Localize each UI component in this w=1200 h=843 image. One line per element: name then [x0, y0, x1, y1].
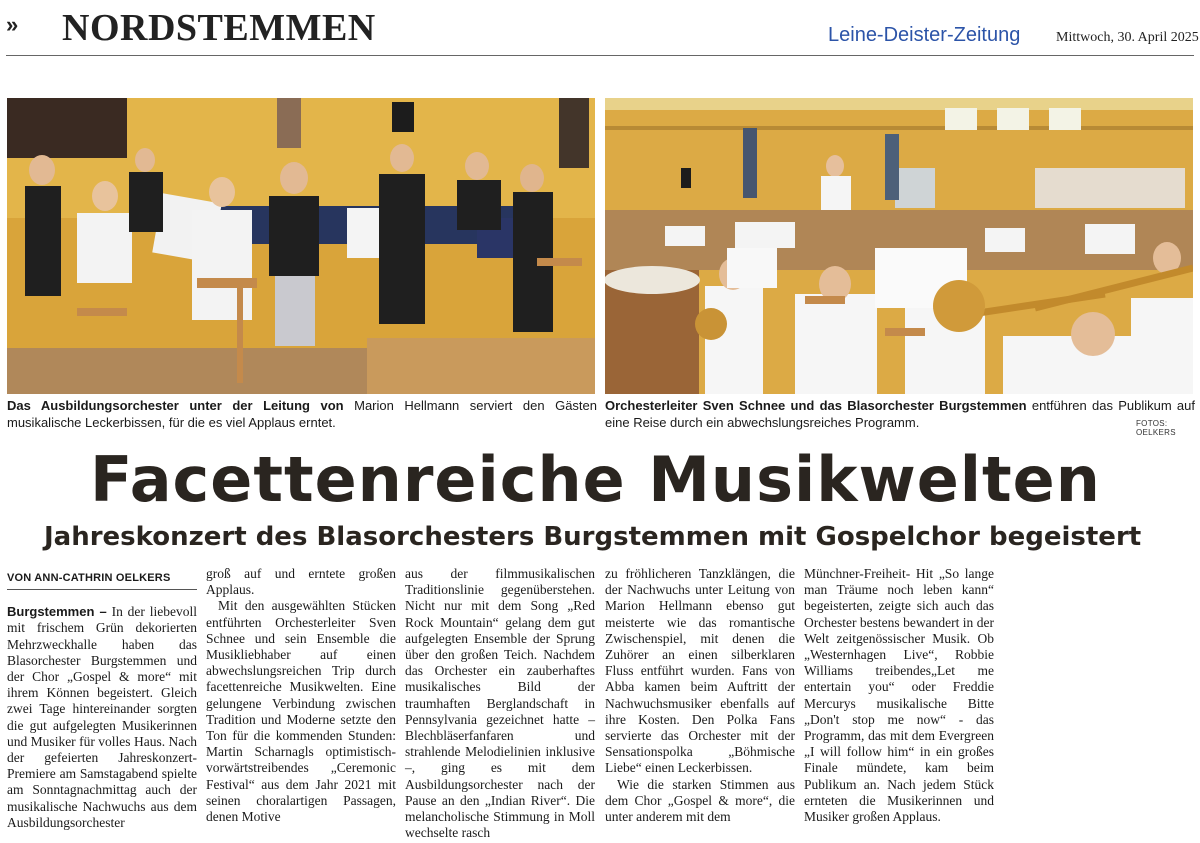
caption-left-text: Marion Hellmann serviert den Gästen musikalische Leckerbissen, für die es viel Applaus erntet.: [7, 398, 598, 430]
column-3-paragraph-1: aus der filmmusikalischen Traditionslinie gegenüberstehen. Nicht nur mit dem Song „Red Rock Mountain“ gelang dem gut aufgelegten Ensemble der Sprung über den großen Teich. Nachdem das Orchester ein zauberhaftes musikalisches Bild der traumhaften Berglandschaft in Pennsylvania gezeichnet hatte – Blechbläserfanfaren und strahlende Melodielinien inklusive –, ging es mit dem Ausbildungsorchester nach der Pause an den „Indian River“. Die melancholische Stimmung in Moll wechselte rasch: [405, 566, 595, 841]
section-marker: »: [6, 12, 19, 37]
column-2-paragraph-2: Mit den ausgewählten Stücken entführten Orchesterleiter Sven Schnee und sein Ensemble die Musikliebhaber auf einen abwechslungsreichen Trip durch facettenreiche Musikwelten. Eine gelungene Verbindung zwischen Tradition und Moderne setzte den Ton für die kommenden Stunden: Martin Scharnagls optimistisch-vorwärtstreibendes „Ceremonic Festival“ aus dem Jahr 2021 mit seinen choralartigen Passagen, denen Motive: [206, 598, 396, 825]
article-column-5: [804, 566, 994, 825]
photo-caption-left: [7, 397, 597, 431]
article-column-4: [605, 566, 795, 825]
photo-wind-orchestra: [605, 98, 1193, 394]
photo-training-orchestra: [7, 98, 595, 394]
newspaper-name: Leine-Deister-Zeitung: [828, 24, 1021, 46]
article-column-1: [7, 566, 197, 831]
page-header: [0, 0, 1200, 56]
caption-left-lead: Das Ausbildungsorchester unter der Leitung von: [7, 398, 344, 413]
column-4-paragraph-2: Wie die starken Stimmen aus dem Chor „Gospel & more“, die unter anderem mit dem: [605, 776, 795, 825]
article-dateline: Burgstemmen –: [7, 604, 107, 620]
column-2-paragraph-1: groß auf und erntete großen Applaus.: [206, 566, 396, 598]
column-1-text: In der liebevoll mit frischem Grün dekorierten Mehrzweckhalle haben das Blasorchester Burgstemmen und der Chor „Gospel & more“ mit ihrem Können begeistert. Gleich zwei Tage hintereinander sorgten die gut aufgelegten Musikerinnen und Musiker für volles Haus. Nach der gefeierten Jahreskonzert-Premiere am Samstagabend spielte am Sonntagnachmittag auch der musikalische Nachwuchs aus dem Ausbildungsorchester: [7, 604, 197, 830]
article-byline: VON ANN-CATHRIN OELKERS: [7, 570, 197, 590]
column-4-paragraph-1: zu fröhlicheren Tanzklängen, die der Nachwuchs unter Leitung von Marion Hellmann ebenso gut meisterte wie das romantische Zwischenspiel, mit denen die Zuhörer an einen silberklaren Fluss entführt wurden. Fans von Abba kamen beim Auftritt der Nachwuchsmusiker ebenfalls auf ihre Kosten. Den Polka Fans servierte das Orchester mit der Sensationspolka „Böhmische Liebe“ einen Leckerbissen.: [605, 566, 795, 776]
header-rule: [6, 55, 1194, 56]
caption-right-lead: Orchesterleiter Sven Schnee und das Blasorchester Burgstemmen: [605, 398, 1027, 413]
article-column-3: [405, 566, 595, 841]
caption-right-text: entführen das Publikum auf eine Reise durch ein abwechslungsreiches Programm.: [605, 398, 1195, 430]
photo-credit: FOTOS: OELKERS: [1136, 419, 1176, 437]
issue-date: Mittwoch, 30. April 2025: [1056, 30, 1199, 45]
article-subheadline: Jahreskonzert des Blasorchesters Burgstemmen mit Gospelchor begeistert: [44, 522, 1142, 552]
column-5-paragraph-1: Münchner-Freiheit- Hit „So lange man Träume noch leben kann“ begeisterten, zeigte sich auch das Orchester bestens bewandert in der Welt zeitgenössischer Musik. Ob „Westernhagen Live“, Robbie Williams treibendes„Let me entertain you“ oder Freddie Mercurys musikalische Bitte „Don't stop me now“ - das Programm, das mit dem Evergreen „I will follow him“ in ein großes Finale mündete, kam beim Publikum an. Nach jedem Stück ernteten die Musikerinnen und Musiker großen Applaus.: [804, 566, 994, 825]
section-title: NORDSTEMMEN: [62, 7, 376, 49]
article-headline: Facettenreiche Musikwelten: [90, 443, 1101, 516]
article-column-2: [206, 566, 396, 825]
photo-caption-right: [605, 397, 1195, 431]
